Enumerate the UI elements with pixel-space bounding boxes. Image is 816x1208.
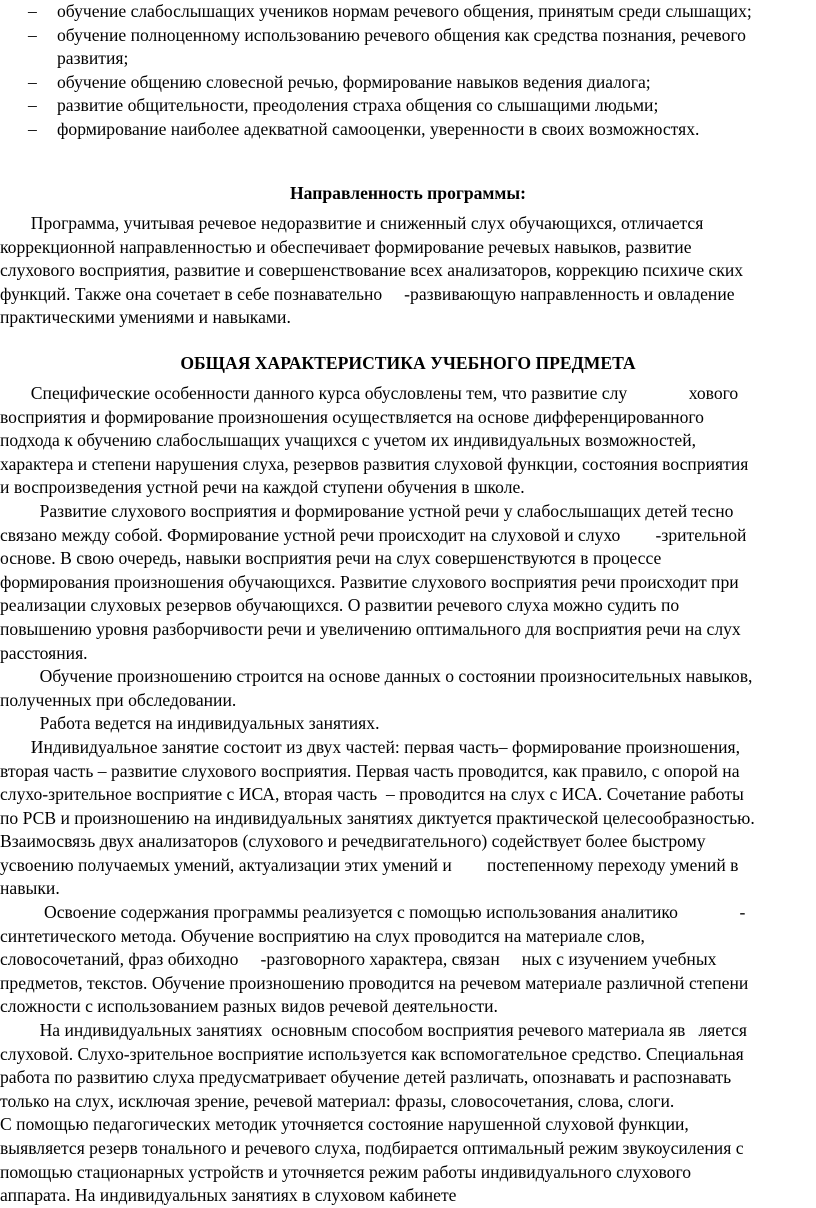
paragraph-line: сложности с использованием разных видов речевой деятельности.	[0, 996, 498, 1017]
paragraph-line: полученных при обследовании.	[0, 689, 237, 710]
goals-list-item	[0, 94, 816, 118]
goals-list-item-text: обучение полноценному использованию речевого общения как средства познания, речевого	[57, 24, 746, 45]
goals-list-item-text: формирование наиболее адекватной самооценки, уверенности в своих возможностях.	[57, 118, 700, 139]
paragraph-line: Программа, учитывая речевое недоразвитие и сниженный слух обучающихся, отличается	[0, 213, 704, 233]
paragraph-line: Взаимосвязь двух анализаторов (слухового и речедвигательного) содействует более быстрому	[0, 831, 706, 852]
paragraph-line: основе. В свою очередь, навыки восприятия речи на слух совершенствуются в процессе	[0, 548, 662, 569]
paragraph-line: практическими умениями и навыками.	[0, 307, 291, 328]
paragraph-line: аппарата. На индивидуальных занятиях в слуховом кабинете	[0, 1185, 457, 1206]
paragraph-line: С помощью педагогических методик уточняется состояние нарушенной слуховой функции,	[0, 1114, 689, 1135]
paragraph-line: синтетического метода. Обучение восприятию на слух проводится на материале слов,	[0, 925, 645, 946]
goals-list-item-text: развития;	[57, 48, 129, 69]
paragraph-line: коррекционной направленностью и обеспечивает формирование речевых навыков, развитие	[0, 236, 692, 257]
paragraph-line: предметов, текстов. Обучение произношению проводится на речевом материале различной степени	[0, 972, 749, 993]
paragraph-line: усвоению получаемых умений, актуализации этих умений и постепенному переходу умений в	[0, 854, 739, 875]
paragraph-line: вторая часть – развитие слухового восприятия. Первая часть проводится, как правило, с опорой на	[0, 760, 740, 781]
paragraph-line: Индивидуальное занятие состоит из двух частей: первая часть– формирование произношения,	[0, 736, 741, 757]
paragraph-line: Работа ведется на индивидуальных занятиях.	[0, 713, 380, 734]
goals-list-item-text: обучение слабослышащих учеников нормам речевого общения, принятым среди слышащих;	[57, 1, 752, 21]
paragraph-line: слухо-зрительное восприятие с ИСА, вторая часть – проводится на слух с ИСА. Сочетание работы	[0, 784, 744, 805]
goals-list-item	[0, 0, 816, 24]
paragraph-line: словосочетаний, фраз обиходно -разговорного характера, связан ных с изучением учебных	[0, 949, 717, 970]
paragraph-line: по РСВ и произношению на индивидуальных занятиях диктуется практической целесообразностью.	[0, 807, 755, 828]
paragraph-line: подхода к обучению слабослышащих учащихся с учетом их индивидуальных возможностей,	[0, 430, 697, 451]
program-orientation-heading: Направленность программы:	[290, 183, 526, 203]
paragraph-line: Специфические особенности данного курса обусловлены тем, что развитие слу хового	[0, 383, 739, 403]
dash-bullet-icon: –	[28, 71, 37, 92]
paragraph-line: выявляется резерв тонального и речевого слуха, подбирается оптимальный режим звукоусиления с	[0, 1138, 744, 1158]
paragraph-line: реализации слуховых резервов обучающихся. О развитии речевого слуха можно судить по	[0, 595, 680, 616]
paragraph-line: восприятия и формирование произношения осуществляется на основе дифференцированного	[0, 406, 704, 427]
paragraph-line: и воспроизведения устной речи на каждой ступени обучения в школе.	[0, 477, 525, 498]
goals-list-item	[0, 24, 816, 71]
subject-characteristics-body	[0, 382, 816, 1208]
program-orientation-paragraph	[0, 212, 816, 330]
paragraph-line: На индивидуальных занятиях основным способом восприятия речевого материала яв ляется	[0, 1020, 747, 1041]
paragraph-line: навыки.	[0, 878, 60, 899]
paragraph-line: Обучение произношению строится на основе данных о состоянии произносительных навыков,	[0, 666, 753, 687]
goals-list-item-text: обучение общению словесной речью, формирование навыков ведения диалога;	[57, 71, 651, 92]
goals-list-item	[0, 118, 816, 142]
paragraph-line: Развитие слухового восприятия и формирование устной речи у слабослышащих детей тесно	[0, 500, 734, 521]
dash-bullet-icon: –	[28, 118, 37, 139]
paragraph-line: связано между собой. Формирование устной речи происходит на слуховой и слухо -зрительной	[0, 524, 747, 545]
dash-bullet-icon: –	[28, 95, 37, 116]
paragraph-line: функций. Также она сочетает в себе познавательно -развивающую направленность и овладение	[0, 283, 735, 304]
subject-characteristics-heading: ОБЩАЯ ХАРАКТЕРИСТИКА УЧЕБНОГО ПРЕДМЕТА	[180, 353, 636, 373]
paragraph-line: формирования произношения обучающихся. Развитие слухового восприятия речи происходит при	[0, 571, 739, 592]
goals-list-item-text: развитие общительности, преодоления страха общения со слышащими людьми;	[57, 95, 659, 116]
paragraph-line: работа по развитию слуха предусматривает обучение детей различать, опознавать и распознавать	[0, 1067, 732, 1088]
paragraph-line: слуховой. Слухо-зрительное восприятие используется как вспомогательное средство. Специальная	[0, 1043, 744, 1064]
paragraph-line: слухового восприятия, развитие и совершенствование всех анализаторов, коррекцию психиче скиx	[0, 260, 744, 281]
paragraph-line: повышению уровня разборчивости речи и увеличению оптимального для восприятия речи на слух	[0, 618, 741, 639]
paragraph-line: характера и степени нарушения слуха, резервов развития слуховой функции, состояния восприятия	[0, 453, 749, 474]
goals-list	[0, 0, 816, 142]
paragraph-line: только на слух, исключая зрение, речевой материал: фразы, словосочетания, слова, слоги.	[0, 1090, 675, 1111]
paragraph-line: Освоение содержания программы реализуется с помощью использования аналитико -	[0, 902, 746, 923]
dash-bullet-icon: –	[28, 24, 37, 45]
goals-list-item	[0, 71, 816, 95]
dash-bullet-icon: –	[28, 1, 37, 21]
paragraph-line: помощью стационарных устройств и уточняется режим работы индивидуального слухового	[0, 1161, 692, 1182]
paragraph-line: расстояния.	[0, 642, 88, 663]
